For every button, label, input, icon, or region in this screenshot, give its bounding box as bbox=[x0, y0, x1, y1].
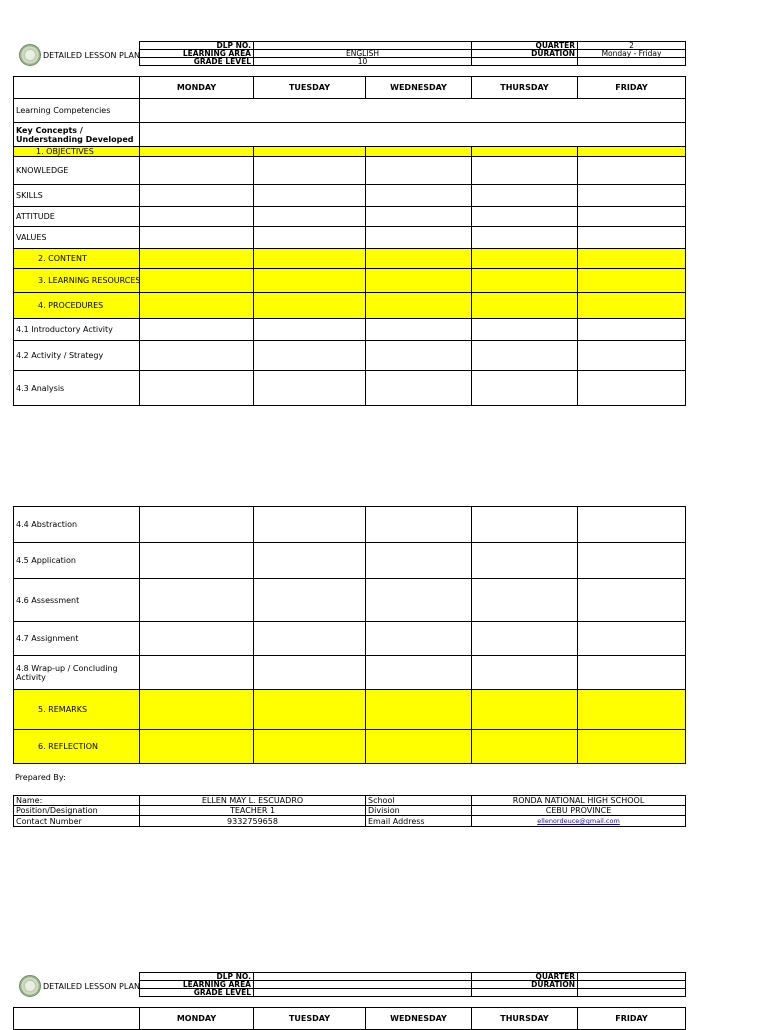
empty-cell bbox=[578, 58, 686, 66]
cell[interactable] bbox=[578, 690, 686, 730]
cell[interactable] bbox=[254, 185, 366, 207]
cell[interactable] bbox=[578, 371, 686, 406]
day-header-thursday: THURSDAY bbox=[472, 77, 578, 99]
lesson-plan-header bbox=[13, 41, 685, 71]
school-label: School bbox=[366, 796, 472, 806]
table-row bbox=[14, 185, 686, 207]
cell[interactable] bbox=[140, 157, 254, 185]
grade-level-label: GRADE LEVEL bbox=[140, 58, 254, 66]
row-label: 4.4 Abstraction bbox=[14, 507, 140, 543]
table-row bbox=[14, 147, 686, 157]
cell[interactable] bbox=[578, 147, 686, 157]
division-label: Division bbox=[366, 806, 472, 816]
cell[interactable] bbox=[366, 207, 472, 227]
cell[interactable] bbox=[578, 622, 686, 656]
row-label: 4.8 Wrap-up / Concluding Activity bbox=[14, 656, 140, 690]
cell[interactable] bbox=[472, 269, 578, 293]
name-label: Name: bbox=[14, 796, 140, 806]
dlp-no-label: DLP NO. bbox=[140, 42, 254, 50]
cell[interactable] bbox=[578, 543, 686, 579]
grade-level-label: GRADE LEVEL bbox=[140, 989, 254, 997]
name-value[interactable]: ELLEN MAY L. ESCUADRO bbox=[140, 796, 366, 806]
header-info-table-2 bbox=[139, 972, 686, 997]
cell[interactable] bbox=[254, 207, 366, 227]
cell[interactable] bbox=[578, 319, 686, 341]
cell[interactable] bbox=[254, 341, 366, 371]
cell[interactable] bbox=[254, 269, 366, 293]
cell[interactable] bbox=[366, 269, 472, 293]
cell[interactable] bbox=[140, 579, 254, 622]
row-label: 1. OBJECTIVES bbox=[14, 147, 140, 157]
cell[interactable] bbox=[140, 622, 254, 656]
duration-value[interactable] bbox=[578, 981, 686, 989]
row-label: 3. LEARNING RESOURCES bbox=[14, 269, 140, 293]
document-title: DETAILED LESSON PLAN bbox=[43, 51, 140, 60]
learning-area-label: LEARNING AREA bbox=[140, 50, 254, 58]
cell[interactable] bbox=[140, 371, 254, 406]
cell[interactable] bbox=[366, 227, 472, 249]
row-label: 4.7 Assignment bbox=[14, 622, 140, 656]
table-row bbox=[14, 622, 686, 656]
cell[interactable] bbox=[140, 99, 686, 123]
day-header-monday: MONDAY bbox=[140, 77, 254, 99]
cell[interactable] bbox=[366, 293, 472, 319]
cell[interactable] bbox=[140, 341, 254, 371]
dlp-no-value[interactable] bbox=[254, 973, 472, 981]
cell[interactable] bbox=[472, 341, 578, 371]
duration-value[interactable]: Monday - Friday bbox=[578, 50, 686, 58]
day-header-wednesday: WEDNESDAY bbox=[366, 1008, 472, 1030]
cell[interactable] bbox=[366, 249, 472, 269]
cell[interactable] bbox=[578, 185, 686, 207]
table-row bbox=[14, 157, 686, 185]
cell[interactable] bbox=[472, 227, 578, 249]
row-label: SKILLS bbox=[14, 185, 140, 207]
cell[interactable] bbox=[366, 656, 472, 690]
cell[interactable] bbox=[254, 227, 366, 249]
cell[interactable] bbox=[254, 579, 366, 622]
table-row bbox=[14, 293, 686, 319]
lesson-plan-table-part1 bbox=[13, 76, 686, 406]
cell[interactable] bbox=[578, 730, 686, 764]
day-header-thursday: THURSDAY bbox=[472, 1008, 578, 1030]
table-row bbox=[14, 227, 686, 249]
day-header-monday: MONDAY bbox=[140, 1008, 254, 1030]
quarter-value[interactable]: 2 bbox=[578, 42, 686, 50]
contact-value[interactable]: 9332759658 bbox=[140, 816, 366, 827]
cell[interactable] bbox=[254, 157, 366, 185]
cell[interactable] bbox=[472, 147, 578, 157]
table-row bbox=[14, 579, 686, 622]
cell[interactable] bbox=[140, 227, 254, 249]
lesson-plan-table-part2 bbox=[13, 506, 686, 764]
cell[interactable] bbox=[578, 157, 686, 185]
position-label: Position/Designation bbox=[14, 806, 140, 816]
cell[interactable] bbox=[366, 319, 472, 341]
table-row bbox=[14, 543, 686, 579]
cell[interactable] bbox=[140, 185, 254, 207]
cell[interactable] bbox=[140, 293, 254, 319]
row-label: 4.6 Assessment bbox=[14, 579, 140, 622]
cell[interactable] bbox=[140, 269, 254, 293]
cell[interactable] bbox=[366, 341, 472, 371]
grade-level-value[interactable]: 10 bbox=[254, 58, 472, 66]
contact-label: Contact Number bbox=[14, 816, 140, 827]
cell[interactable] bbox=[578, 269, 686, 293]
cell[interactable] bbox=[472, 319, 578, 341]
cell[interactable] bbox=[254, 622, 366, 656]
corner-cell bbox=[14, 77, 140, 99]
prepared-by-label: Prepared By: bbox=[15, 773, 66, 782]
cell[interactable] bbox=[254, 543, 366, 579]
cell[interactable] bbox=[254, 147, 366, 157]
table-row bbox=[14, 249, 686, 269]
cell[interactable] bbox=[366, 157, 472, 185]
cell[interactable] bbox=[366, 622, 472, 656]
cell[interactable] bbox=[140, 319, 254, 341]
duration-label: DURATION bbox=[472, 50, 578, 58]
cell[interactable] bbox=[366, 730, 472, 764]
cell[interactable] bbox=[472, 579, 578, 622]
school-seal-icon bbox=[19, 975, 41, 997]
cell[interactable] bbox=[366, 147, 472, 157]
cell[interactable] bbox=[472, 690, 578, 730]
table-row bbox=[14, 730, 686, 764]
cell[interactable] bbox=[472, 656, 578, 690]
cell[interactable] bbox=[578, 507, 686, 543]
cell[interactable] bbox=[254, 690, 366, 730]
cell[interactable] bbox=[578, 293, 686, 319]
empty-cell bbox=[578, 989, 686, 997]
row-label: 4.5 Application bbox=[14, 543, 140, 579]
row-label: 5. REMARKS bbox=[14, 690, 140, 730]
cell[interactable] bbox=[472, 157, 578, 185]
row-label: 4.1 Introductory Activity bbox=[14, 319, 140, 341]
cell[interactable] bbox=[140, 123, 686, 147]
cell[interactable] bbox=[366, 185, 472, 207]
table-row bbox=[14, 269, 686, 293]
corner-cell bbox=[14, 1008, 140, 1030]
row-label: ATTITUDE bbox=[14, 207, 140, 227]
row-label: KNOWLEDGE bbox=[14, 157, 140, 185]
cell[interactable] bbox=[140, 249, 254, 269]
table-row bbox=[14, 507, 686, 543]
cell[interactable] bbox=[254, 371, 366, 406]
grade-level-value[interactable] bbox=[254, 989, 472, 997]
day-header-tuesday: TUESDAY bbox=[254, 1008, 366, 1030]
school-value[interactable]: RONDA NATIONAL HIGH SCHOOL bbox=[472, 796, 686, 806]
empty-cell bbox=[472, 989, 578, 997]
row-label: 4.2 Activity / Strategy bbox=[14, 341, 140, 371]
cell[interactable] bbox=[578, 227, 686, 249]
prepared-by-table bbox=[13, 795, 686, 827]
cell[interactable] bbox=[472, 622, 578, 656]
cell[interactable] bbox=[472, 507, 578, 543]
division-value[interactable]: CEBU PROVINCE bbox=[472, 806, 686, 816]
quarter-label: QUARTER bbox=[472, 42, 578, 50]
cell[interactable] bbox=[140, 730, 254, 764]
cell[interactable] bbox=[254, 319, 366, 341]
cell[interactable] bbox=[140, 690, 254, 730]
day-header-tuesday: TUESDAY bbox=[254, 77, 366, 99]
cell[interactable] bbox=[472, 207, 578, 227]
row-label: Key Concepts / Understanding Developed bbox=[14, 123, 140, 147]
cell[interactable] bbox=[140, 543, 254, 579]
cell[interactable] bbox=[472, 730, 578, 764]
day-header-table-2 bbox=[13, 1007, 686, 1030]
cell[interactable] bbox=[254, 730, 366, 764]
cell[interactable] bbox=[254, 507, 366, 543]
cell[interactable] bbox=[366, 543, 472, 579]
cell[interactable] bbox=[472, 371, 578, 406]
day-header-friday: FRIDAY bbox=[578, 77, 686, 99]
cell[interactable] bbox=[366, 371, 472, 406]
cell[interactable] bbox=[472, 543, 578, 579]
email-label: Email Address bbox=[366, 816, 472, 827]
document-title: DETAILED LESSON PLAN bbox=[43, 982, 140, 991]
learning-area-label: LEARNING AREA bbox=[140, 981, 254, 989]
row-label: 6. REFLECTION bbox=[14, 730, 140, 764]
email-link[interactable]: ellenordeuce@gmail.com bbox=[537, 817, 620, 825]
learning-area-value[interactable]: ENGLISH bbox=[254, 50, 472, 58]
cell[interactable] bbox=[578, 207, 686, 227]
cell[interactable] bbox=[578, 656, 686, 690]
row-label: 4.3 Analysis bbox=[14, 371, 140, 406]
learning-area-value[interactable] bbox=[254, 981, 472, 989]
row-label: VALUES bbox=[14, 227, 140, 249]
table-row bbox=[14, 207, 686, 227]
day-header-wednesday: WEDNESDAY bbox=[366, 77, 472, 99]
quarter-value[interactable] bbox=[578, 973, 686, 981]
lesson-plan-header-2 bbox=[13, 972, 685, 1002]
duration-label: DURATION bbox=[472, 981, 578, 989]
table-row bbox=[14, 99, 686, 123]
cell[interactable] bbox=[578, 341, 686, 371]
empty-cell bbox=[472, 58, 578, 66]
school-seal-icon bbox=[19, 44, 41, 66]
row-label: Learning Competencies bbox=[14, 99, 140, 123]
cell[interactable] bbox=[254, 293, 366, 319]
cell[interactable] bbox=[140, 207, 254, 227]
quarter-label: QUARTER bbox=[472, 973, 578, 981]
row-label: 4. PROCEDURES bbox=[14, 293, 140, 319]
cell[interactable] bbox=[254, 656, 366, 690]
cell[interactable] bbox=[366, 690, 472, 730]
table-row bbox=[14, 656, 686, 690]
dlp-no-value[interactable] bbox=[254, 42, 472, 50]
table-row bbox=[14, 341, 686, 371]
cell[interactable] bbox=[472, 185, 578, 207]
cell[interactable] bbox=[472, 249, 578, 269]
row-label: 2. CONTENT bbox=[14, 249, 140, 269]
table-row bbox=[14, 690, 686, 730]
cell[interactable] bbox=[254, 249, 366, 269]
table-row bbox=[14, 371, 686, 406]
cell[interactable] bbox=[366, 579, 472, 622]
cell[interactable] bbox=[140, 147, 254, 157]
cell[interactable] bbox=[472, 293, 578, 319]
dlp-no-label: DLP NO. bbox=[140, 973, 254, 981]
cell[interactable] bbox=[140, 656, 254, 690]
cell[interactable] bbox=[366, 507, 472, 543]
cell[interactable] bbox=[140, 507, 254, 543]
cell[interactable] bbox=[578, 579, 686, 622]
table-row bbox=[14, 319, 686, 341]
cell[interactable] bbox=[578, 249, 686, 269]
table-row bbox=[14, 123, 686, 147]
day-header-friday: FRIDAY bbox=[578, 1008, 686, 1030]
header-info-table bbox=[139, 41, 686, 66]
position-value[interactable]: TEACHER 1 bbox=[140, 806, 366, 816]
